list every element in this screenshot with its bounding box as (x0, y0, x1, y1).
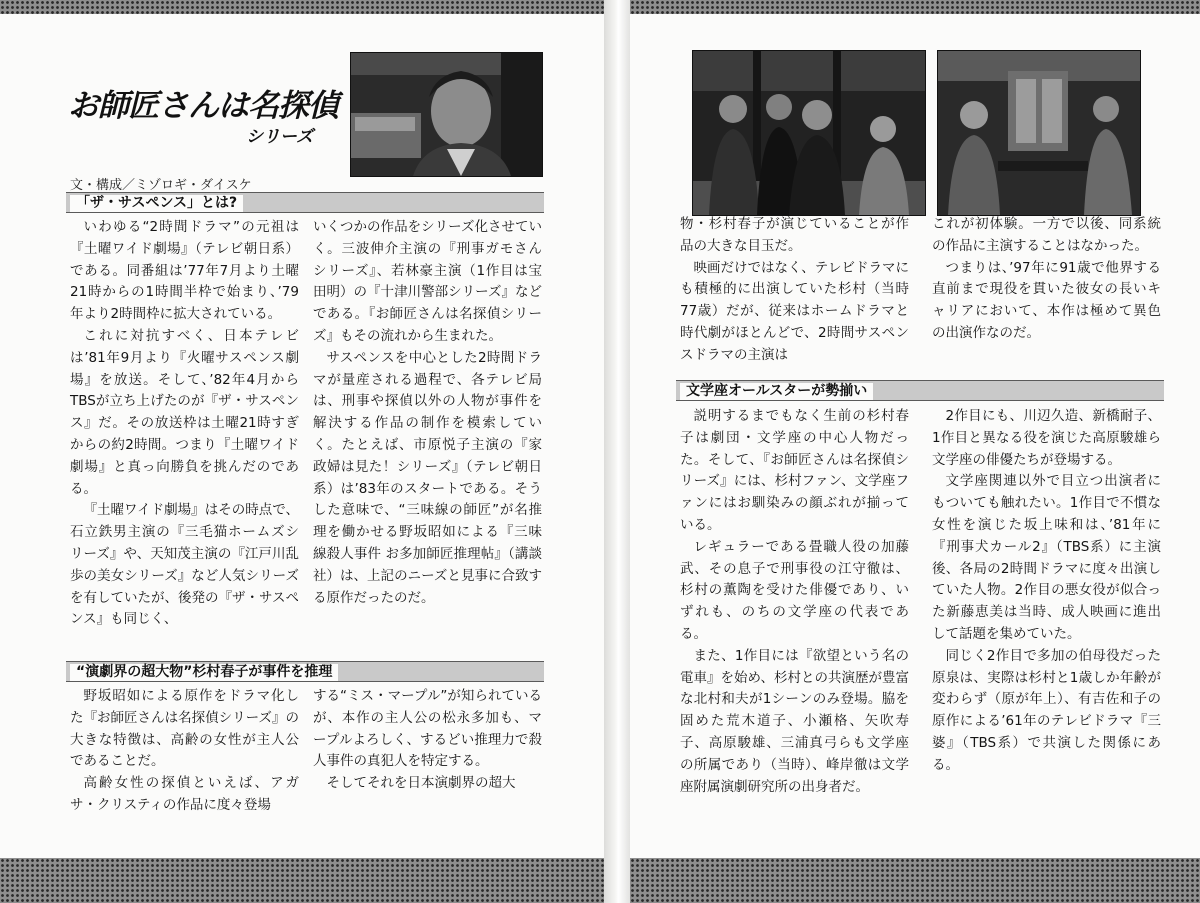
series-title: お師匠さんは名探偵 (68, 88, 338, 124)
right-page (630, 14, 1200, 858)
top-column-2 (932, 214, 1161, 345)
paragraph: そしてそれを日本演劇界の超大 (326, 775, 516, 792)
portrait-illustration (351, 53, 542, 176)
portrait-photo (350, 52, 543, 177)
scene-photo-2 (937, 50, 1141, 216)
paragraph: これが初体験。一方で以後、同系統の作品に主演することはなかった。 (932, 216, 1161, 254)
section3-column-2 (932, 406, 1161, 777)
paragraph: また、1作目には『欲望という名の電車』を始め、杉村との共演歴が豊富な北村和夫が1シーンのみ登場。脇を固めた荒木道子、小瀬格、矢吹寿子、高原駿雄、三浦真弓らも文学座の所属であり（当時）、峰岸徹は文学座附属演劇研究所の出身者だ。 (680, 647, 909, 795)
paragraph: 同じく2作目で多加の伯母役だった原泉は、実際は杉村と1歳しか年齢が変わらず（原が年上）、有吉佐和子の原作による’61年のテレビドラマ『三婆』（TBS系）で共演した関係にある。 (932, 647, 1161, 773)
paragraph: 『土曜ワイド劇場』はその時点で、石立鉄男主演の『三毛猫ホームズシリーズ』や、天知茂主演の『江戸川乱歩の美女シリーズ』など人気シリーズを有していたが、後発の『ザ・サスペンス』も同じく、 (70, 502, 299, 628)
section-heading-3-text: 文学座オールスターが勢揃い (680, 383, 873, 400)
section-heading-1 (66, 192, 544, 213)
scene-illustration-2 (938, 51, 1140, 215)
paragraph: 物・杉村春子が演じていることが作品の大きな目玉だ。 (680, 216, 909, 254)
section-heading-2 (66, 661, 544, 682)
section2-column-2 (313, 686, 542, 795)
section-heading-3 (676, 380, 1164, 401)
paragraph: いくつかの作品をシリーズ化させていく。三波伸介主演の『刑事ガモさんシリーズ』、若林豪主演（1作目は宝田明）の『十津川警部シリーズ』などである。『お師匠さんは名探偵シリーズ』もその流れから生まれた。 (313, 219, 542, 344)
paragraph: いわゆる“2時間ドラマ”の元祖は『土曜ワイド劇場』（テレビ朝日系）である。同番組は’77年7月より土曜21時からの1時間半枠で始まり、’79年より2時間枠に拡大されている。 (70, 219, 299, 323)
left-page (0, 14, 604, 858)
paragraph: サスペンスを中心とした2時間ドラマが量産される過程で、各テレビ局は、刑事や探偵以外の人物が事件を解決する作品の制作を模索していく。たとえば、市原悦子主演の『家政婦は見た！シリーズ』（テレビ朝日系）は’83年のスタートである。そうした意味で、“三味線の師匠”が名推理を働かせる野坂昭如による『三味線殺人事件 お多加師匠推理帖』（講談社）は、上記のニーズと見事に合致する原作だったのだ。 (313, 349, 542, 606)
paragraph: レギュラーである畳職人役の加藤武、その息子で刑事役の江守徹は、杉村の薫陶を受けた俳優であり、いずれも、のちの文学座の代表である。 (680, 538, 909, 642)
series-subtitle: シリーズ (246, 127, 314, 147)
paragraph: 説明するまでもなく生前の杉村春子は劇団・文学座の中心人物だった。そして、『お師匠さんは名探偵シリーズ』には、杉村ファン、文学座ファンにはお馴染みの顔ぶれが揃っている。 (680, 408, 909, 533)
paragraph: 2作目にも、川辺久造、新橋耐子、1作目と異なる役を演じた高原駿雄ら文学座の俳優たちが登場する。 (932, 408, 1161, 468)
section-heading-1-text: 「ザ・サスペンス」とは? (70, 195, 243, 212)
bottom-pattern-band (0, 858, 1200, 903)
top-pattern-band (0, 0, 1200, 14)
section-heading-2-text: “演劇界の超大物”杉村春子が事件を推理 (70, 664, 338, 681)
section1-column-1 (70, 217, 299, 631)
section1-column-2 (313, 217, 542, 609)
paragraph: する“ミス・マープル”が知られているが、本作の主人公の松永多加も、マープルよろしく、するどい推理力で殺人事件の真犯人を特定する。 (313, 688, 542, 770)
top-column-1 (680, 214, 909, 367)
paragraph: 野坂昭如による原作をドラマ化した『お師匠さんは名探偵シリーズ』の大きな特徴は、高齢の女性が主人公であることだ。 (70, 688, 299, 770)
paragraph: これに対抗すべく、日本テレビは’81年9月より『火曜サスペンス劇場』を放送。そして、’82年4月からTBSが立ち上げたのが『ザ・サスペンス』だ。その放送枠は土曜21時すぎからの約2時間。つまり『土曜ワイド劇場』と真っ向勝負を挑んだのである。 (70, 327, 299, 497)
paragraph: 高齢女性の探偵といえば、アガサ・クリスティの作品に度々登場 (70, 775, 299, 813)
paragraph: 映画だけではなく、テレビドラマにも積極的に出演していた杉村（当時77歳）だが、従来はホームドラマと時代劇がほとんどで、2時間サスペンスドラマの主演は (680, 259, 909, 363)
paragraph: 文学座関連以外で目立つ出演者にもついても触れたい。1作目で不慣な女性を演じた坂上味和は、’81年に『刑事犬カール2』（TBS系）に主演後、各局の2時間ドラマに度々出演していた人物。2作目の悪女役が似合った新藤恵美は当時、成人映画に進出して話題を集めていた。 (932, 473, 1161, 642)
paragraph: つまりは、’97年に91歳で他界する直前まで現役を貫いた彼女の長いキャリアにおいて、本作は極めて異色の出演作なのだ。 (932, 259, 1161, 341)
section3-column-1 (680, 406, 909, 798)
book-gutter (604, 0, 630, 903)
scene-photo-1 (692, 50, 926, 216)
author-credit: 文・構成／ミゾロギ・ダイスケ (70, 177, 252, 192)
scene-illustration-1 (693, 51, 925, 215)
section2-column-1 (70, 686, 299, 817)
